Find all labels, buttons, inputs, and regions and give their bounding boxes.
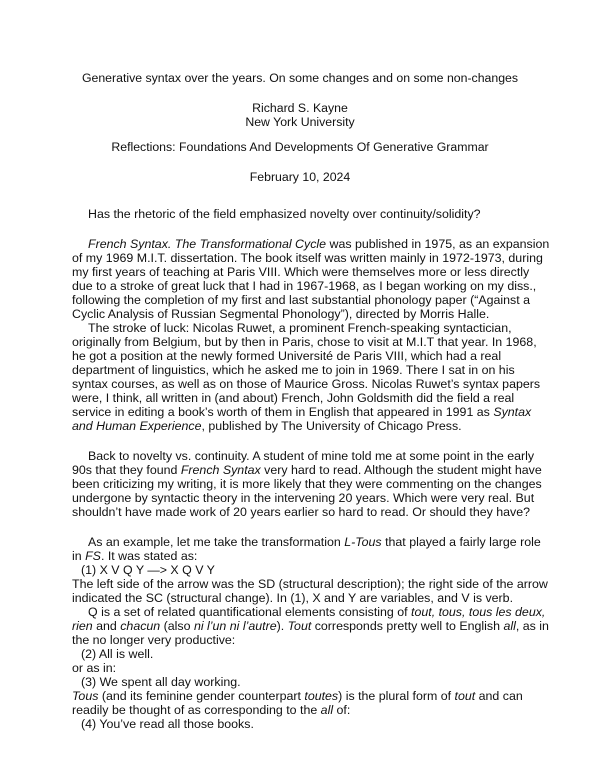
- p4-line: As an example, let me take the transformation L-Tous that played a fairly large role: [88, 535, 541, 549]
- p3-line: Back to novelty vs. continuity. A student of mine told me at some point in the early: [88, 449, 535, 463]
- opening-question: Has the rhetoric of the field emphasized novelty over continuity/solidity?: [88, 207, 481, 221]
- p2-line: were, I think, all written in (and about) French, John Goldsmith did the field a real: [72, 391, 515, 405]
- p3-line: been criticizing my writing, it is more likely that they were commenting on the changes: [72, 477, 542, 491]
- p2-line: syntax courses, as well as on those of Maurice Gross. Nicolas Ruwet’s syntax papers: [72, 377, 541, 391]
- example-1: (1) X V Q Y —> X Q V Y: [81, 563, 215, 577]
- p3-line: shouldn’t have made work of 20 years earlier so hard to read. Or should they have?: [72, 505, 531, 519]
- p4-line: Q is a set of related quantificational elements consisting of tout, tous, tous les deux,: [88, 605, 546, 619]
- p4-line: The left side of the arrow was the SD (structural description); the right side of the arrow: [72, 577, 548, 591]
- author-affiliation: New York University: [245, 115, 355, 129]
- p4-line: Tous (and its feminine gender counterpart toutes) is the plural form of tout and can: [72, 689, 523, 703]
- example-2: (2) All is well.: [81, 647, 154, 661]
- p4-line: rien and chacun (also ni l’un ni l’autre). Tout corresponds pretty well to English all, as in: [72, 619, 549, 633]
- p4-line: in FS. It was stated as:: [72, 549, 198, 563]
- p2-line: department of linguistics, which he asked me to join in 1969. There I sat in on his: [72, 363, 515, 377]
- book-title: French Syntax: [180, 463, 261, 477]
- venue-line: Reflections: Foundations And Developments Of Generative Grammar: [111, 140, 489, 154]
- p1-line: my first years of teaching at Paris VIII. Which were themselves more or less directly: [72, 265, 530, 279]
- book-title: and Human Experience: [72, 419, 202, 433]
- p4-line: readily be thought of as corresponding to the all of:: [72, 703, 351, 717]
- author-name: Richard S. Kayne: [252, 101, 348, 115]
- p1-line: following the completion of my first and last substantial phonology paper (“Against a: [72, 293, 531, 307]
- p4-line: or as in:: [72, 661, 117, 675]
- p2-line: he got a position at the newly formed Université de Paris VIII, which had a real: [72, 349, 502, 363]
- p2-line: originally from Belgium, but by then in Paris, chose to visit at M.I.T that year. In 1968,: [72, 335, 537, 349]
- example-4: (4) You’ve read all those books.: [81, 717, 254, 731]
- p1-line: French Syntax. The Transformational Cycle was published in 1975, as an expansion: [88, 237, 550, 251]
- book-title: Syntax: [493, 405, 532, 419]
- p1-line: of my 1969 M.I.T. dissertation. The book itself was written mainly in 1972-1973, during: [72, 251, 543, 265]
- paper-title: Generative syntax over the years. On some changes and on some non-changes: [81, 71, 519, 85]
- p4-line: the no longer very productive:: [72, 633, 236, 647]
- p1-line: due to a stroke of great luck that I had in 1967-1968, as I began working on my diss.,: [72, 279, 537, 293]
- p2-line: service in editing a book’s worth of them in English that appeared in 1991 as Syntax: [72, 405, 532, 419]
- date-line: February 10, 2024: [249, 170, 351, 184]
- p4-line: indicated the SC (structural change). In (1), X and Y are variables, and V is verb.: [72, 591, 514, 605]
- p3-line: 90s that they found French Syntax very hard to read. Although the student might have: [72, 463, 542, 477]
- p1-line: Cyclic Analysis of Russian Segmental Phonology”), directed by Morris Halle.: [72, 307, 490, 321]
- book-title: French Syntax. The Transformational Cycle: [88, 237, 327, 251]
- example-3: (3) We spent all day working.: [81, 675, 241, 689]
- p2-line: and Human Experience, published by The University of Chicago Press.: [72, 419, 462, 433]
- p2-line: The stroke of luck: Nicolas Ruwet, a prominent French-speaking syntactician,: [88, 321, 512, 335]
- p3-line: undergone by syntactic theory in the intervening 20 years. Which were very real. But: [72, 491, 535, 505]
